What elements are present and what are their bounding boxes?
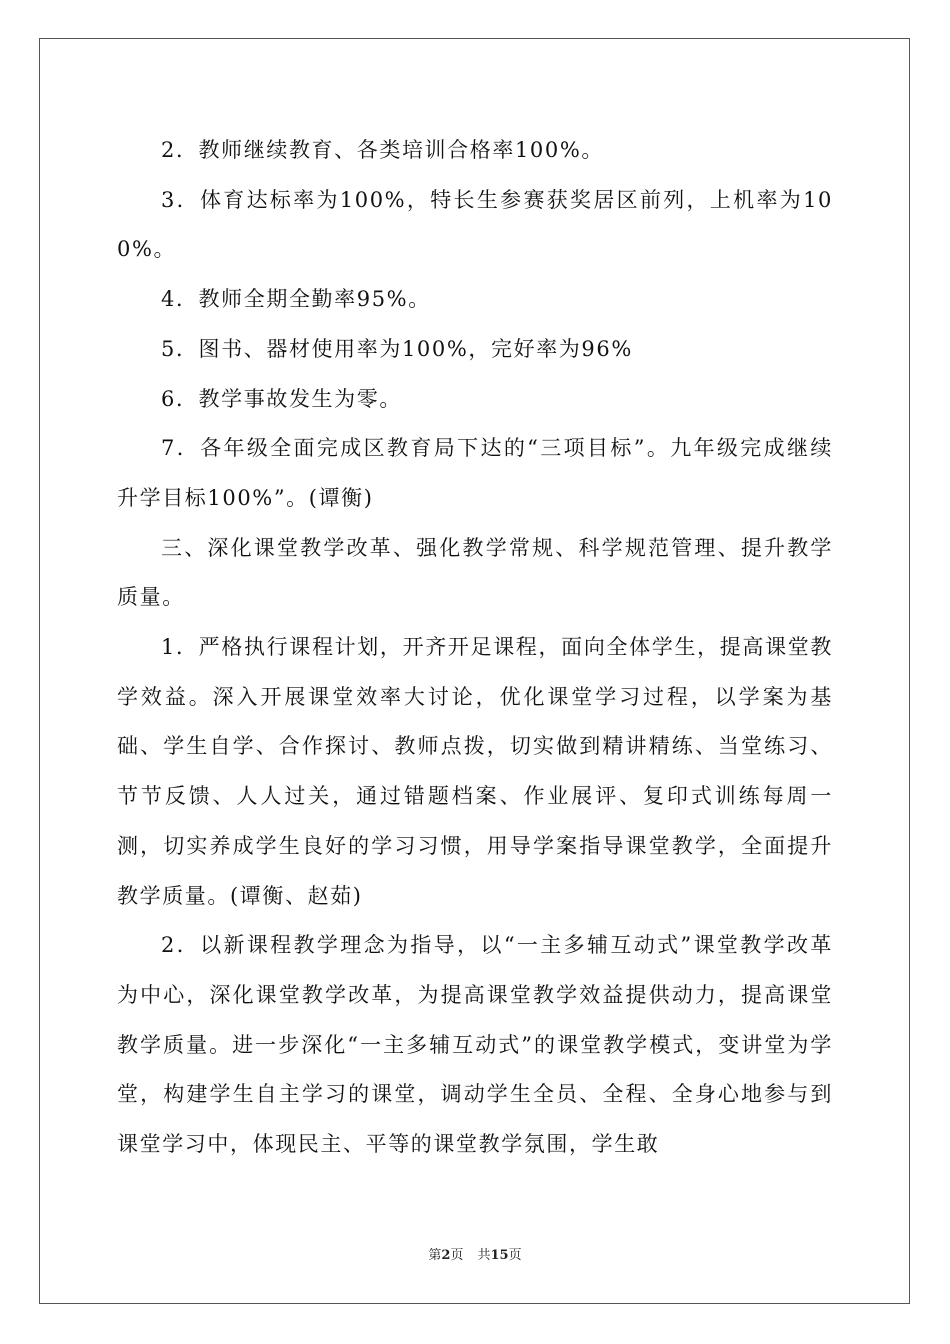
paragraph-target-attendance: 4．教师全期全勤率95%。 bbox=[161, 287, 431, 312]
page-total: 共15页 bbox=[477, 1248, 522, 1263]
section-heading-three: 三、深化课堂教学改革、强化教学常规、科学规范管理、提升教学质量。 bbox=[117, 535, 833, 610]
page-number: 第2页 bbox=[428, 1248, 464, 1263]
paragraph-target-accidents: 6．教学事故发生为零。 bbox=[161, 386, 402, 411]
paragraph-target-grades: 7．各年级全面完成区教育局下达的“三项目标”。九年级完成继续升学目标100%”。(谭衡) bbox=[117, 436, 833, 510]
paragraph-target-sports: 3．体育达标率为100%，特长生参赛获奖居区前列，上机率为100%。 bbox=[117, 187, 833, 262]
paragraph-target-training: 2．教师继续教育、各类培训合格率100%。 bbox=[161, 138, 604, 162]
document-body bbox=[117, 126, 833, 1170]
paragraph-target-equipment: 5．图书、器材使用率为100%，完好率为96% bbox=[161, 336, 633, 361]
page-footer bbox=[0, 1248, 950, 1264]
paragraph-curriculum-plan: 1．严格执行课程计划，开齐开足课程，面向全体学生，提高课堂教学效益。深入开展课堂效率大讨论，优化课堂学习过程，以学案为基础、学生自学、合作探讨、教师点拨，切实做到精讲精练、当堂练习、节节反馈、人人过关，通过错题档案、作业展评、复印式训练每周一测，切实养成学生良好的学习习惯，用导学案指导课堂教学，全面提升教学质量。(谭衡、赵茹) bbox=[117, 635, 833, 908]
paragraph-teaching-reform: 2．以新课程教学理念为指导，以“一主多辅互动式”课堂教学改革为中心，深化课堂教学改革，为提高课堂教学效益提供动力，提高课堂教学质量。进一步深化“一主多辅互动式”的课堂教学模式，变讲堂为学堂，构建学生自主学习的课堂，调动学生全员、全程、全身心地参与到课堂学习中，体现民主、平等的课堂教学氛围，学生敢 bbox=[117, 933, 833, 1157]
